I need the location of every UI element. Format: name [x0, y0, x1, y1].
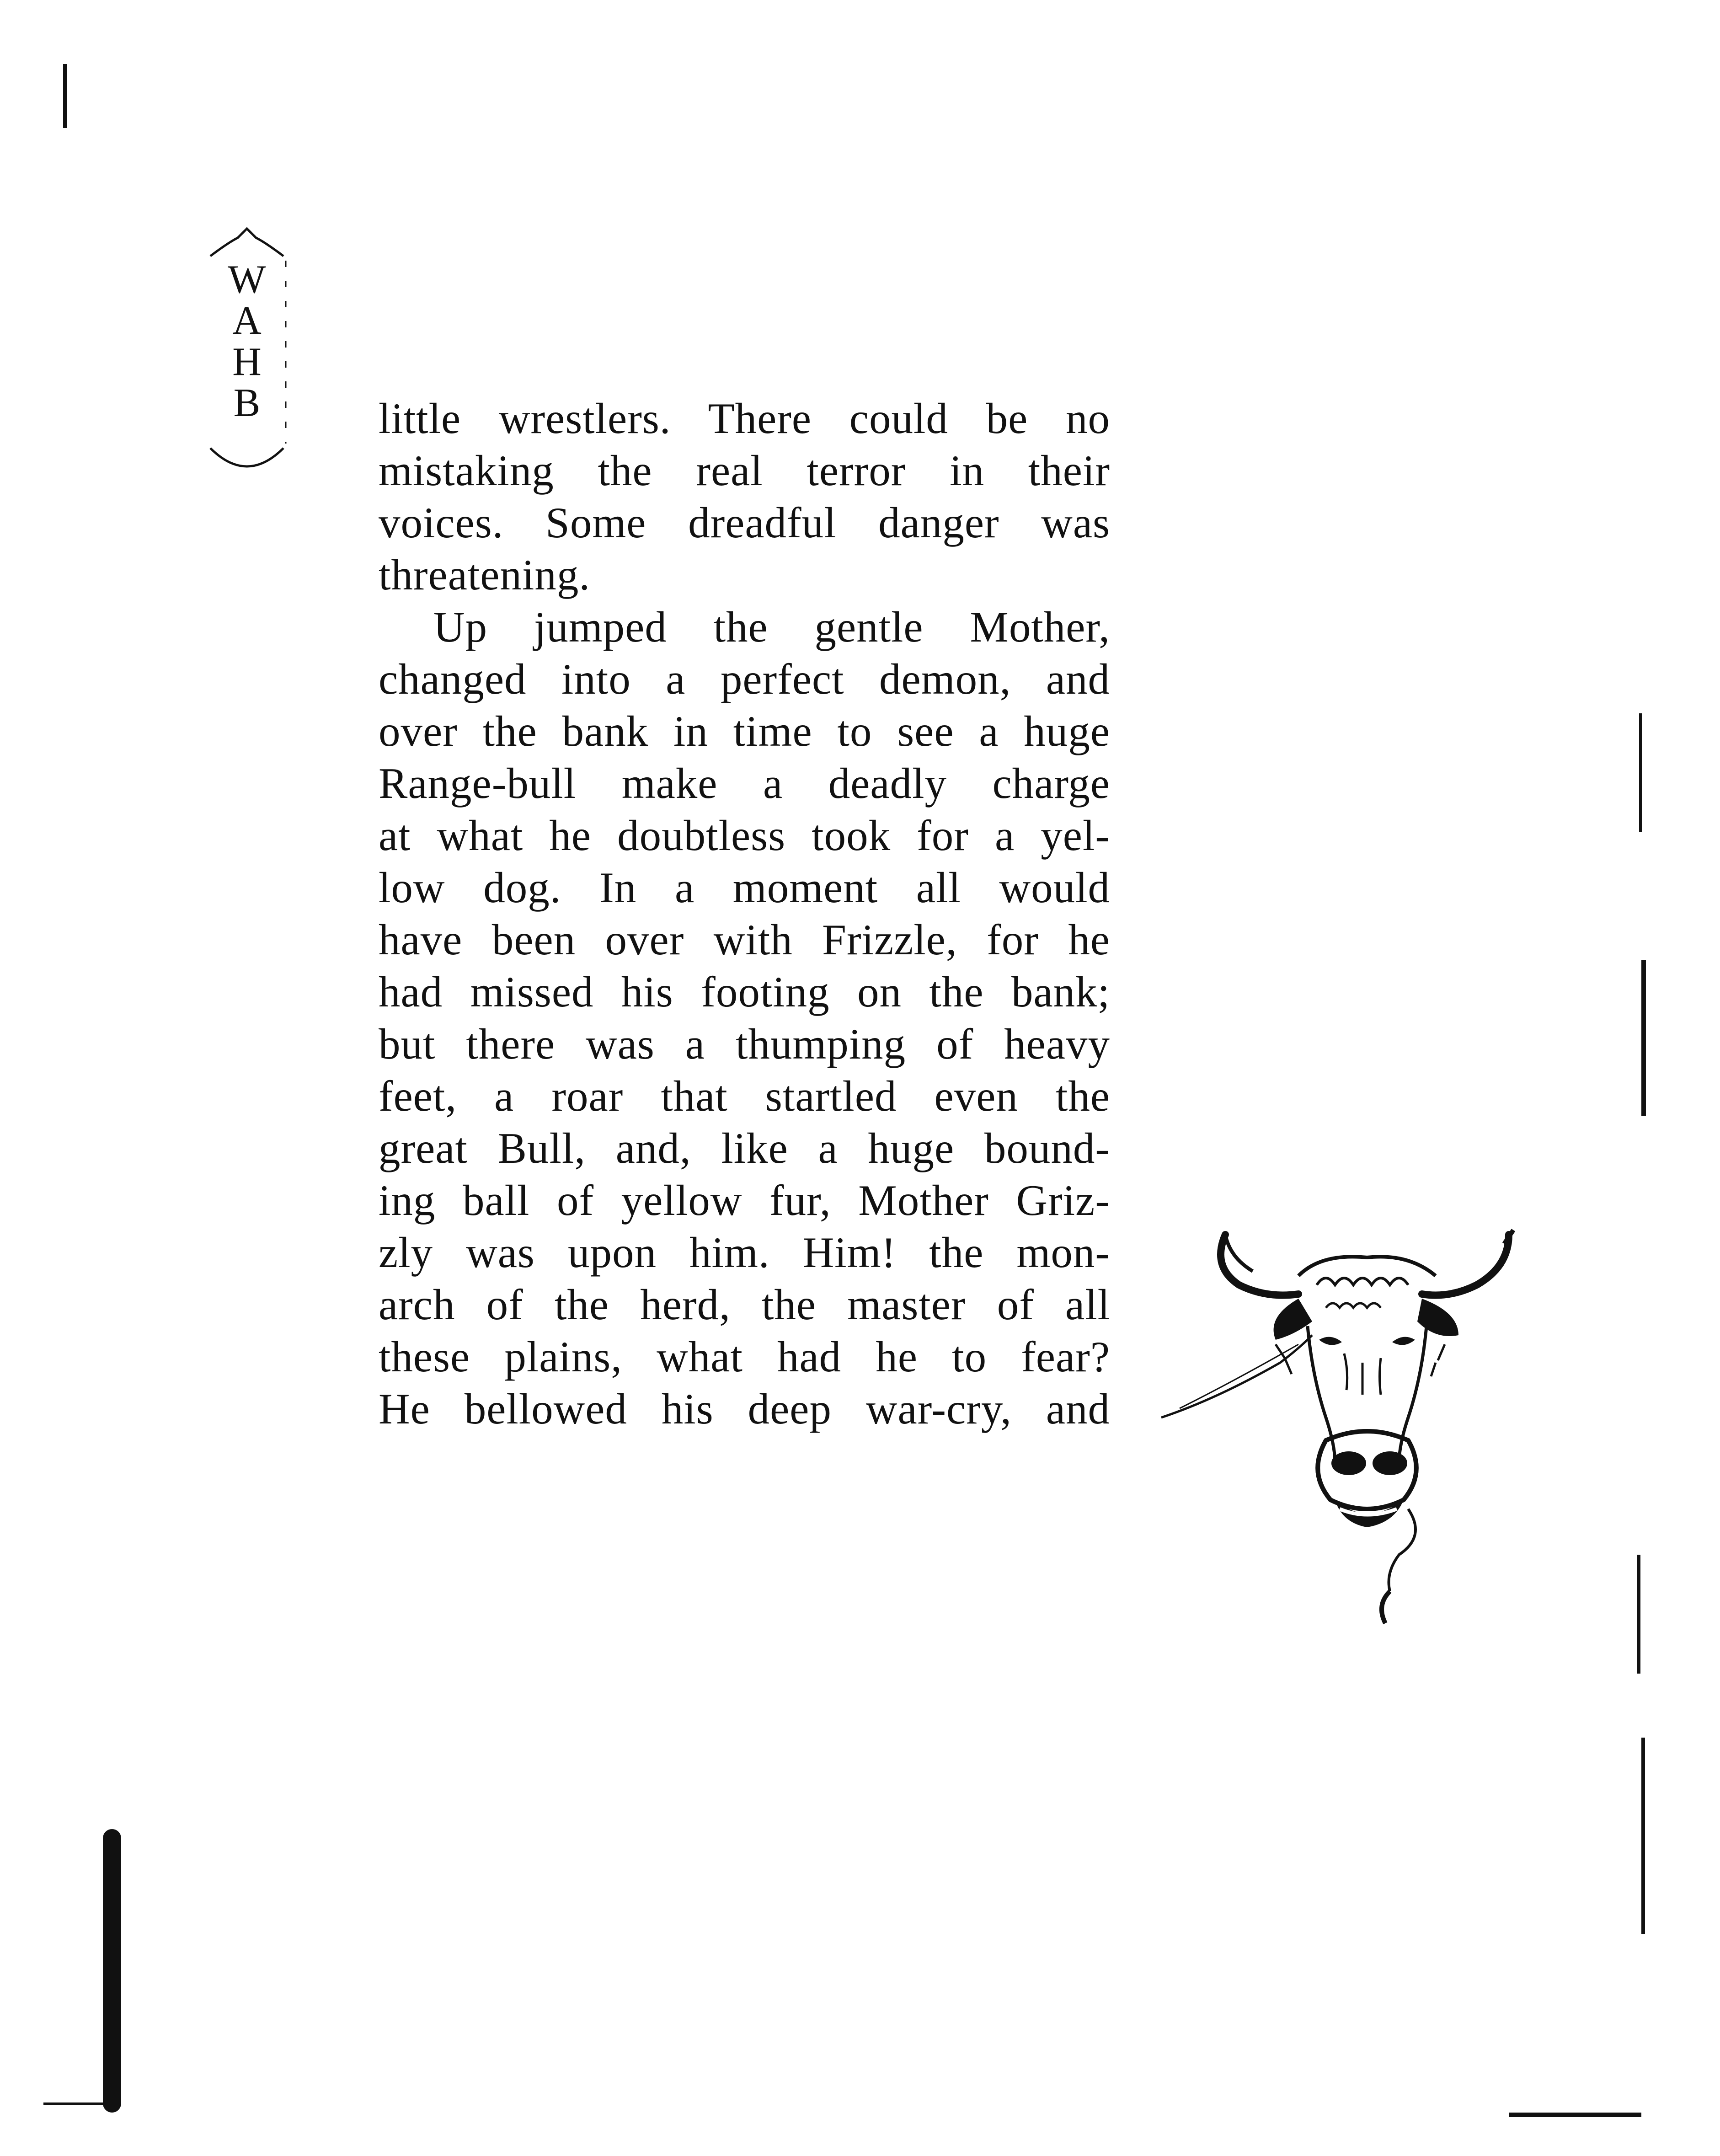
text-line: He bellowed his deep war-cry, and — [379, 1385, 1110, 1433]
body-text — [379, 392, 1110, 1435]
emblem-letter-1: W — [228, 257, 266, 302]
scan-edge-mark — [103, 1829, 121, 2113]
text-line: voices. Some dreadful danger was — [379, 498, 1110, 547]
text-line: have been over with Frizzle, for he — [379, 915, 1110, 964]
text-line: had missed his footing on the bank; — [379, 968, 1110, 1016]
emblem-frame — [201, 229, 293, 485]
scan-edge-mark — [1639, 713, 1642, 832]
bull-head-icon — [1161, 1225, 1573, 1628]
running-head-emblem — [201, 229, 293, 485]
text-line: zly was upon him. Him! the mon- — [379, 1228, 1110, 1277]
text-line: over the bank in time to see a huge — [379, 707, 1110, 755]
text-line: Up jumped the gentle Mother, — [433, 603, 1110, 651]
text-line: ing ball of yellow fur, Mother Griz- — [379, 1176, 1110, 1225]
emblem-letter-3: H — [232, 340, 262, 384]
text-line: threatening. — [379, 551, 591, 599]
text-line: great Bull, and, like a huge bound- — [379, 1124, 1110, 1172]
scan-edge-mark — [43, 2103, 121, 2105]
text-line: but there was a thumping of heavy — [379, 1020, 1110, 1068]
text-line: low dog. In a moment all would — [379, 863, 1110, 912]
scan-edge-mark — [1637, 1555, 1640, 1674]
text-line: changed into a perfect demon, and — [379, 655, 1110, 703]
text-line: little wrestlers. There could be no — [379, 394, 1110, 443]
scan-edge-mark — [1641, 1738, 1645, 1934]
scan-edge-mark — [1509, 2113, 1641, 2117]
text-line: feet, a roar that startled even the — [379, 1072, 1110, 1120]
text-line: arch of the herd, the master of all — [379, 1280, 1110, 1329]
scan-edge-mark — [1641, 960, 1646, 1116]
text-line: at what he doubtless took for a yel- — [379, 811, 1110, 860]
text-line: these plains, what had he to fear? — [379, 1332, 1110, 1381]
text-line: Range-bull make a deadly charge — [379, 759, 1110, 808]
scan-edge-mark — [63, 64, 67, 128]
bull-head-drawing — [1161, 1225, 1573, 1628]
text-line: mistaking the real terror in their — [379, 446, 1110, 495]
emblem-letter-4: B — [233, 381, 261, 425]
emblem-letter-2: A — [232, 299, 262, 343]
